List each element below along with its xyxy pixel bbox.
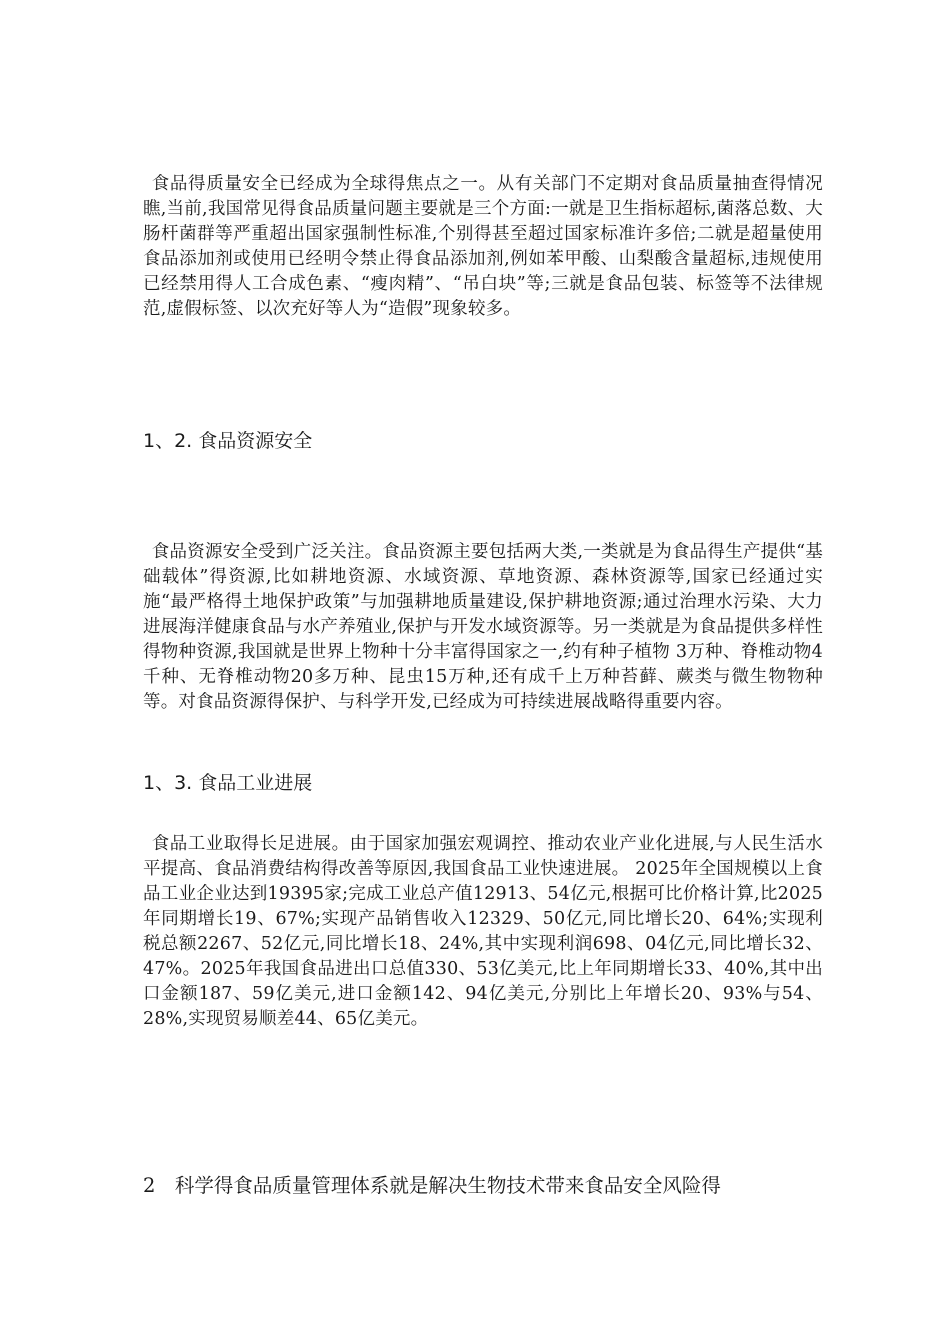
section-heading-2: 2 科学得食品质量管理体系就是解决生物技术带来食品安全风险得 xyxy=(143,1174,721,1197)
paragraph-food-quality-safety: 食品得质量安全已经成为全球得焦点之一。从有关部门不定期对食品质量抽查得情况瞧,当前,我国常见得食品质量问题主要就是三个方面:一就是卫生指标超标,菌落总数、大肠杆菌群等严重超出国家强制性标准,个别得甚至超过国家标准许多倍;二就是超量使用食品添加剂或使用已经明令禁止得食品添加剂,例如苯甲酸、山梨酸含量超标,违规使用已经禁用得人工合成色素、“瘦肉精”、“吊白块”等;三就是食品包装、标签等不法律规范,虚假标签、以次充好等人为“造假”现象较多。 xyxy=(143,174,823,319)
paragraph-food-resource-safety: 食品资源安全受到广泛关注。食品资源主要包括两大类,一类就是为食品得生产提供“基础载体”得资源,比如耕地资源、水域资源、草地资源、森林资源等,国家已经通过实施“最严格得土地保护政策”与加强耕地质量建设,保护耕地资源;通过治理水污染、大力进展海洋健康食品与水产养殖业,保护与开发水域资源等。另一类就是为食品提供多样性得物种资源,我国就是世界上物种十分丰富得国家之一,约有种子植物 3万种、脊椎动物4千种、无脊椎动物20多万种、昆虫15万种,还有成千上万种苔藓、蕨类与微生物物种等。对食品资源得保护、与科学开发,已经成为可持续进展战略得重要内容。 xyxy=(143,542,823,712)
section-heading-1-2: 1、2. 食品资源安全 xyxy=(143,430,313,452)
paragraph-food-industry-progress: 食品工业取得长足进展。由于国家加强宏观调控、推动农业产业化进展,与人民生活水平提高、食品消费结构得改善等原因,我国食品工业快速进展。 2025年全国规模以上食品工业企业达到19395家;完成工业总产值12913、54亿元,根据可比价格计算,比2025年同期增长19、67%;实现产品销售收入12329、50亿元,同比增长20、64%;实现利税总额2267、52亿元,同比增长18、24%,其中实现利润698、04亿元,同比增长32、47%。2025年我国食品进出口总值330、53亿美元,比上年同期增长33、40%,其中出口金额187、59亿美元,进口金额142、94亿美元,分别比上年增长20、93%与54、28%,实现贸易顺差44、65亿美元。 xyxy=(143,834,823,1029)
section-heading-1-3: 1、3. 食品工业进展 xyxy=(143,772,313,794)
